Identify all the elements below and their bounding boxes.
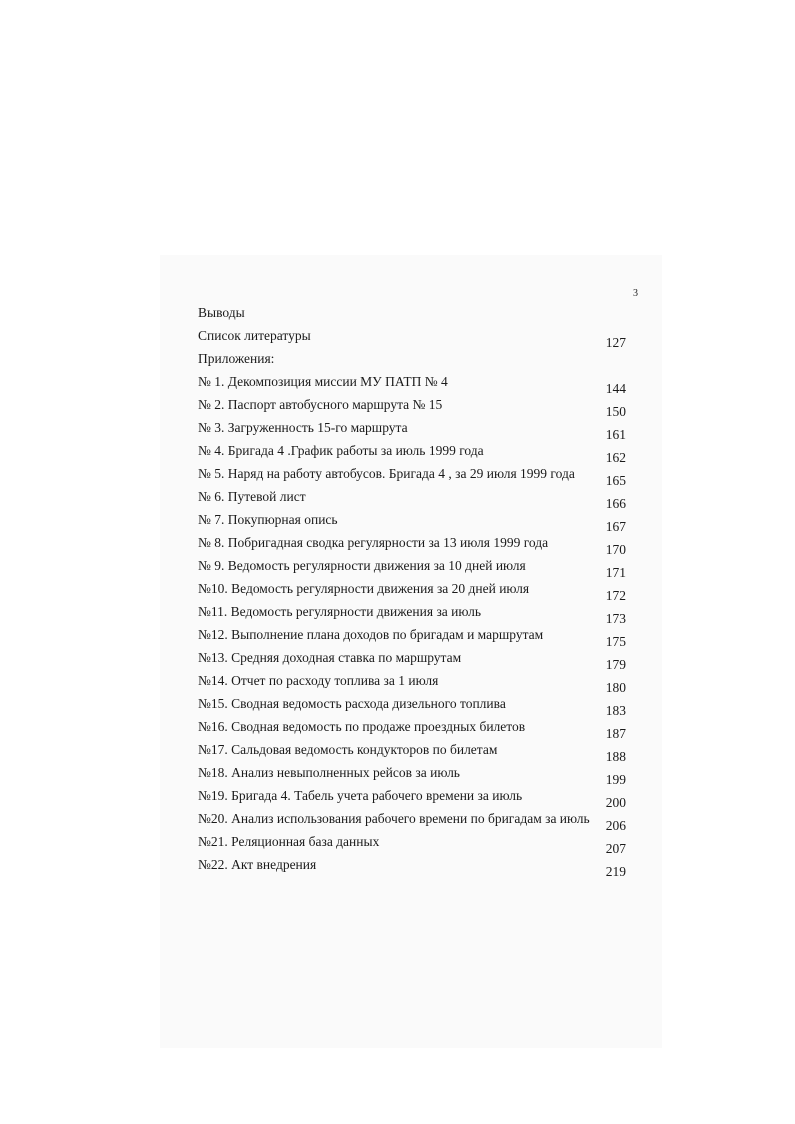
toc-entry-label: №14. Отчет по расходу топлива за 1 июля — [198, 673, 439, 688]
toc-entry-page: 175 — [605, 634, 626, 649]
toc-entry-page: 183 — [605, 703, 626, 718]
toc-entry-page: 170 — [605, 542, 626, 557]
toc-entry-page: 188 — [605, 749, 626, 764]
toc-entry — [198, 811, 628, 831]
toc-entry — [198, 535, 628, 555]
toc-entry-page: 167 — [605, 519, 626, 534]
toc-entry — [198, 466, 628, 486]
toc-entry — [198, 742, 628, 762]
toc-entry-label: № 6. Путевой лист — [198, 489, 306, 504]
toc-entry-page: 162 — [605, 450, 626, 465]
toc-entry — [198, 765, 628, 785]
toc-entry-page: 161 — [605, 427, 626, 442]
toc-heading-conclusions: Выводы — [198, 305, 245, 320]
toc-entry-label: №19. Бригада 4. Табель учета рабочего времени за июль — [198, 788, 523, 803]
toc-entry — [198, 627, 628, 647]
toc-entry-label: № 3. Загруженность 15-го маршрута — [198, 420, 408, 435]
toc-entry-label: № 5. Наряд на работу автобусов. Бригада 4 , за 29 июля 1999 года — [198, 466, 575, 481]
toc-entry-page: 206 — [605, 818, 626, 833]
toc-entry-label: №16. Сводная ведомость по продаже проездных билетов — [198, 719, 526, 734]
toc-entry-label: № 4. Бригада 4 .График работы за июль 1999 года — [198, 443, 484, 458]
toc-entry — [198, 834, 628, 854]
toc-entry-label: № 2. Паспорт автобусного маршрута № 15 — [198, 397, 443, 412]
toc-entry-label: №12. Выполнение плана доходов по бригадам и маршрутам — [198, 627, 544, 642]
toc-entry-label: № 1. Декомпозиция миссии МУ ПАТП № 4 — [198, 374, 448, 389]
toc-entry-page: 179 — [605, 657, 626, 672]
toc-entry-page: 187 — [605, 726, 626, 741]
toc-entry-page: 171 — [605, 565, 626, 580]
toc-entry-label: №22. Акт внедрения — [198, 857, 317, 872]
toc-entry-page: 199 — [605, 772, 626, 787]
toc-entry-page: 166 — [605, 496, 626, 511]
toc-entry-page: 172 — [605, 588, 626, 603]
toc-entry-label: №20. Анализ использования рабочего времени по бригадам за июль — [198, 811, 590, 826]
toc-entry-label: № 9. Ведомость регулярности движения за 10 дней июля — [198, 558, 526, 573]
toc-entry-label: №18. Анализ невыполненных рейсов за июль — [198, 765, 460, 780]
toc-entry — [198, 788, 628, 808]
toc-entry-label: №15. Сводная ведомость расхода дизельного топлива — [198, 696, 506, 711]
toc-entry-page: 180 — [605, 680, 626, 695]
toc-entry-label: №10. Ведомость регулярности движения за 20 дней июля — [198, 581, 530, 596]
toc-entry-label: №13. Средняя доходная ставка по маршрутам — [198, 650, 462, 665]
toc-entry — [198, 397, 628, 417]
toc-entry — [198, 696, 628, 716]
toc-entry — [198, 443, 628, 463]
toc-entry-page: 127 — [605, 335, 626, 350]
toc-entry-page: 165 — [605, 473, 626, 488]
toc-entry — [198, 673, 628, 693]
toc-entry-page: 144 — [605, 381, 626, 396]
toc-entry — [198, 374, 628, 394]
toc-entry-label: № 8. Побригадная сводка регулярности за 13 июля 1999 года — [198, 535, 549, 550]
toc-entry-page: 200 — [605, 795, 626, 810]
toc-entry — [198, 857, 628, 877]
toc-entry — [198, 581, 628, 601]
toc-entry — [198, 420, 628, 440]
toc-entry-label: №11. Ведомость регулярности движения за июль — [198, 604, 482, 619]
toc-entry — [198, 650, 628, 670]
toc-entry — [198, 558, 628, 578]
toc-entry-bibliography — [198, 328, 628, 348]
toc-entry-label: №17. Сальдовая ведомость кондукторов по билетам — [198, 742, 498, 757]
toc-entry-page: 150 — [605, 404, 626, 419]
toc-entry-label: № 7. Покупюрная опись — [198, 512, 338, 527]
toc-entry-label: №21. Реляционная база данных — [198, 834, 380, 849]
page-number: 3 — [633, 288, 638, 299]
toc-entry — [198, 604, 628, 624]
toc-entry-page: 207 — [605, 841, 626, 856]
toc-entry — [198, 719, 628, 739]
toc-heading-appendices: Приложения: — [198, 351, 275, 366]
toc-entry — [198, 489, 628, 509]
toc-entry-page: 219 — [605, 864, 626, 879]
toc-entry-page: 173 — [605, 611, 626, 626]
toc-entry — [198, 512, 628, 532]
toc-entry-label: Список литературы — [198, 328, 311, 343]
